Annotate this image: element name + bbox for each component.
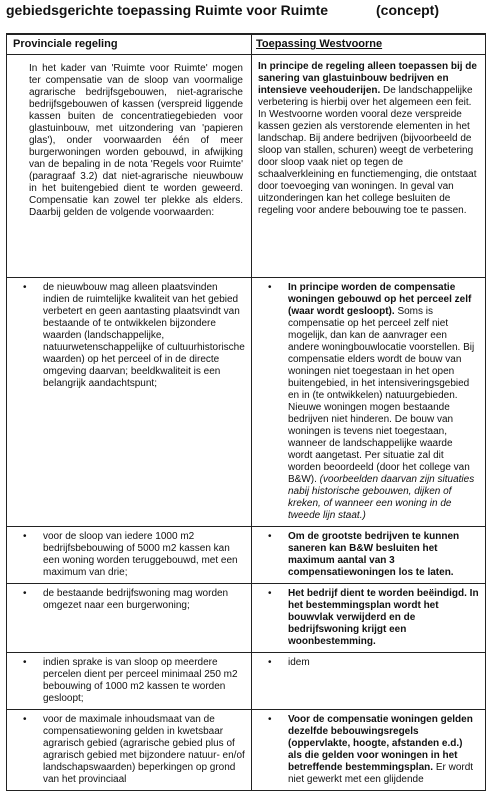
rule-text: de bestaande bedrijfswoning mag worden omgezet naar een burgerwoning;	[43, 588, 229, 611]
rule-text: voor de maximale inhoudsmaat van de compensatiewoning gelden in kwetsbaar agrarisch gebied (agrarische gebied plus of agrarisch gebied met bijzondere natuur- en/of landschapswaarden) beperkingen op grond van het provinciaal	[43, 714, 245, 785]
bullet: •	[23, 531, 27, 542]
col-header-provinciale: Provinciale regeling	[7, 34, 252, 55]
bullet: •	[268, 657, 272, 668]
bullet: •	[268, 588, 272, 599]
rule-text: indien sprake is van sloop op meerdere percelen dient per perceel minimaal 250 m2 bebouwing of 1000 m2 kassen te worden gesloopt;	[43, 657, 238, 704]
bullet: •	[268, 282, 272, 293]
table-row	[7, 584, 486, 653]
table-row	[7, 278, 486, 527]
status-label: (concept)	[376, 2, 439, 18]
application-bold: Het bedrijf dient te worden beëindigd. In het bestemmingsplan wordt het bouwvlak verwijderd en de bedrijfswoning krijgt een woonbestemming.	[288, 588, 479, 647]
regulation-table	[6, 33, 486, 791]
application-text: idem	[288, 657, 310, 668]
application-bold: Voor de compensatie woningen gelden dezelfde bebouwingsregels (oppervlakte, hoogte, afstanden e.d.) als die gelden voor woningen in het betreffende bestemmingsplan.	[288, 714, 473, 773]
bullet: •	[23, 657, 27, 668]
bullet: •	[268, 714, 272, 725]
bullet: •	[23, 588, 27, 599]
bullet: •	[23, 282, 27, 293]
application-italic: (voorbeelden daarvan zijn situaties nabij historische gebouwen, dijken of kreken, of wanneer een woning in de tweede lijn staat.)	[288, 474, 475, 521]
table-row	[7, 653, 486, 710]
bullet: •	[23, 714, 27, 725]
application-text: Er wordt niet gewerkt met een glijdende	[288, 762, 474, 785]
intro-right-cell	[252, 55, 486, 278]
table-header-row	[7, 34, 486, 55]
rule-text: de nieuwbouw mag alleen plaatsvinden indien de ruimtelijke kwaliteit van het gebied verbetert en geen aantasting plaatsvindt van bestaande of te ontwikkelen bijzondere waarden (landschappelijke, natuurwetenschappelijke of cultuurhistorische waarden) op het perceel of in de directe omgeving daarvan; beeldkwaliteit is een belangrijk aandachtspunt;	[43, 282, 245, 389]
table-row	[7, 55, 486, 278]
table-row	[7, 527, 486, 584]
col-header-westvoorne: Toepassing Westvoorne	[252, 34, 486, 55]
intro-left-cell: In het kader van 'Ruimte voor Ruimte' mogen ter compensatie van de sloop van voormalige agrarische bedrijfsgebouwen, niet-agrarische bedrijfsgebouwen of kassen (verspreid liggende kassen buiten de concentratiegebieden voor glastuinbouw, met uitzondering van 'papieren glas'), onder voorwaarden één of meer burgerwoningen worden gebouwd, in afwijking van de bepaling in de nota 'Regels voor Ruimte' (paragraaf 3.2) dat niet-agrarische nieuwbouw in het buitengebied dient te worden geweerd. Compensatie kan zowel ter plekke als elders. Daarbij gelden de volgende voorwaarden:	[7, 55, 252, 278]
application-bold: In principe worden de compensatie woningen gebouwd op het perceel zelf (waar wordt gesloopt).	[288, 282, 472, 317]
intro-right-text: De landschappelijke verbetering is hierbij over het algemeen een feit. In Westvoorne worden vooral deze verspreide kassen gezien als verstorende elementen in het landschap. Bij andere bedrijven (bijvoorbeeld de sloop van stallen, schuren) weegt de verbetering door sloop vaak niet op tegen de schaalverkleining en functiemenging, die ontstaat door toevoeging van woningen. In geval van uitzonderingen kan het college besluiten de regeling voor andere bebouwing toe te passen.	[258, 85, 477, 216]
rule-text: voor de sloop van iedere 1000 m2 bedrijfsbebouwing of 5000 m2 kassen kan een woning worden teruggebouwd, met een maximum van drie;	[43, 531, 238, 578]
intro-right-bold: In principe de regeling alleen toepassen bij de sanering van glastuinbouw bedrijven en intensieve veehouderijen.	[258, 61, 477, 96]
table-row	[7, 710, 486, 791]
title-text: gebiedsgerichte toepassing Ruimte voor Ruimte	[6, 2, 329, 18]
application-text: Soms is compensatie op het perceel zelf niet mogelijk, dan kan de aanvrager een andere woningbouwlocatie voorstellen. Bij compensatie elders wordt de bouw van woningen niet toegestaan in het open buitengebied, in het intensiveringsgebied en in (te ontwikkelen) natuurgebieden. Nieuwe woningen mogen bestaande bedrijven niet hinderen. De bouw van woningen is tevens niet toegestaan, wanneer de landschappelijke waarde wordt aangetast. Per situatie zal dit worden beoordeeld (door het college van B&W).	[288, 306, 475, 485]
document-title	[6, 2, 439, 18]
bullet: •	[268, 531, 272, 542]
application-bold: Om de grootste bedrijven te kunnen saneren kan B&W besluiten het maximum aantal van 3 compensatiewoningen los te laten.	[288, 531, 460, 578]
